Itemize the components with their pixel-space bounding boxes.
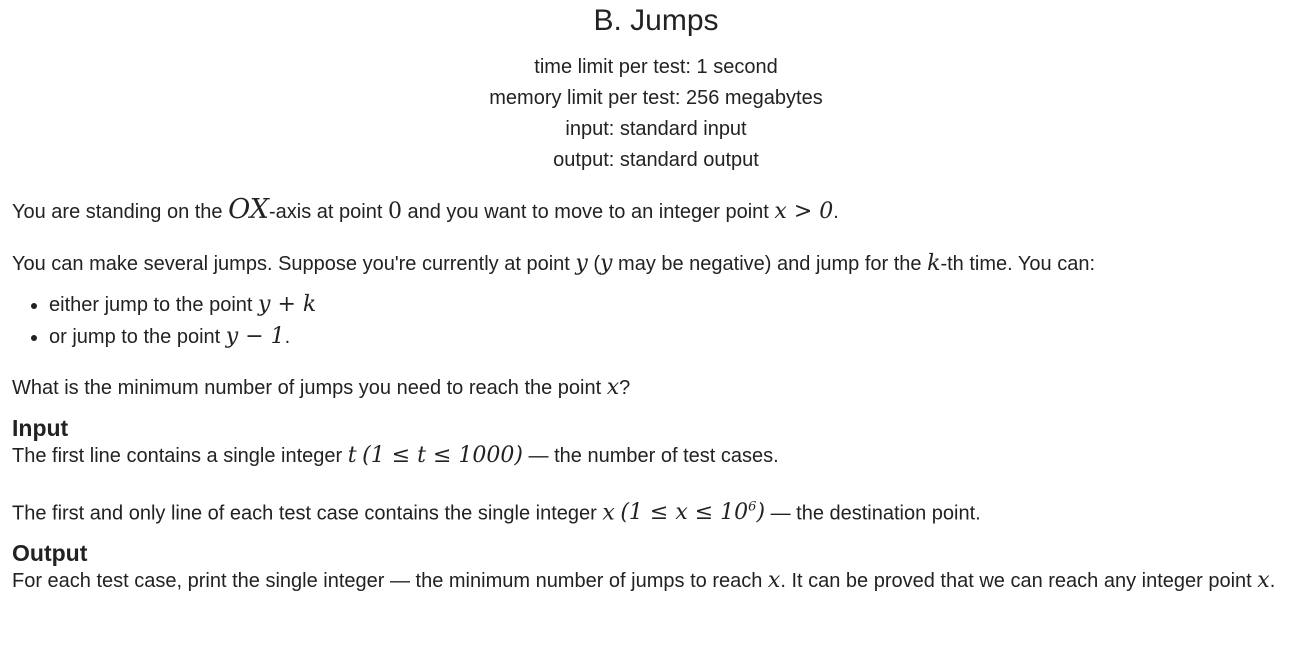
- math-x: x: [602, 500, 615, 526]
- input-paragraph-1: The first line contains a single integer t (1 ≤ t ≤ 1000) — the number of test cases.: [12, 443, 779, 468]
- time-limit: time limit per test: 1 second: [534, 56, 778, 78]
- math-ox: OX: [228, 194, 269, 225]
- math-x-gt-0: x > 0: [774, 199, 834, 224]
- input-spec: input: standard input: [565, 118, 747, 140]
- input-section-title: Input: [12, 415, 69, 441]
- statement-paragraph-2: You can make several jumps. Suppose you're currently at point y (y may be negative) and jump for the k-th time. You can:: [12, 251, 1095, 276]
- list-item: • or jump to the point y − 1.: [49, 321, 1292, 353]
- jump-options-list: [12, 289, 1292, 353]
- statement-paragraph-3: What is the minimum number of jumps you need to reach the point x?: [12, 375, 631, 400]
- math-y: y: [575, 251, 588, 276]
- problem-title: B. Jumps: [593, 4, 719, 37]
- math-zero: 0: [387, 199, 402, 224]
- math-x: x: [767, 568, 781, 594]
- statement-paragraph-1: You are standing on the OX-axis at point 0 and you want to move to an integer point x > 0.: [12, 194, 839, 225]
- output-spec: output: standard output: [553, 149, 759, 171]
- math-y: y: [600, 251, 613, 276]
- math-t-range: (1 ≤ t ≤ 1000): [362, 443, 523, 468]
- problem-limits: [0, 52, 1312, 176]
- math-t: t: [347, 443, 357, 468]
- math-y-plus-k: y + k: [258, 292, 317, 317]
- math-x: x: [1257, 568, 1270, 594]
- problem-statement: [12, 195, 1292, 596]
- math-k: k: [927, 251, 941, 276]
- output-section-title: Output: [12, 540, 88, 567]
- math-x-range: $(1 \le x \le 10^6)$: [620, 500, 766, 526]
- list-item: • either jump to the point y + k: [49, 289, 1292, 321]
- math-x: x: [606, 375, 620, 400]
- math-y-minus-1: y − 1: [225, 324, 285, 349]
- input-paragraph-2: The first and only line of each test case contains the single integer x $(1 \le x \le 10^6)$ — the destination point.: [12, 500, 981, 526]
- output-paragraph-1: For each test case, print the single integer — the minimum number of jumps to reach x. It can be proved that we can reach any integer point x.: [12, 568, 1276, 594]
- memory-limit: memory limit per test: 256 megabytes: [489, 87, 823, 109]
- problem-header: [0, 0, 1312, 176]
